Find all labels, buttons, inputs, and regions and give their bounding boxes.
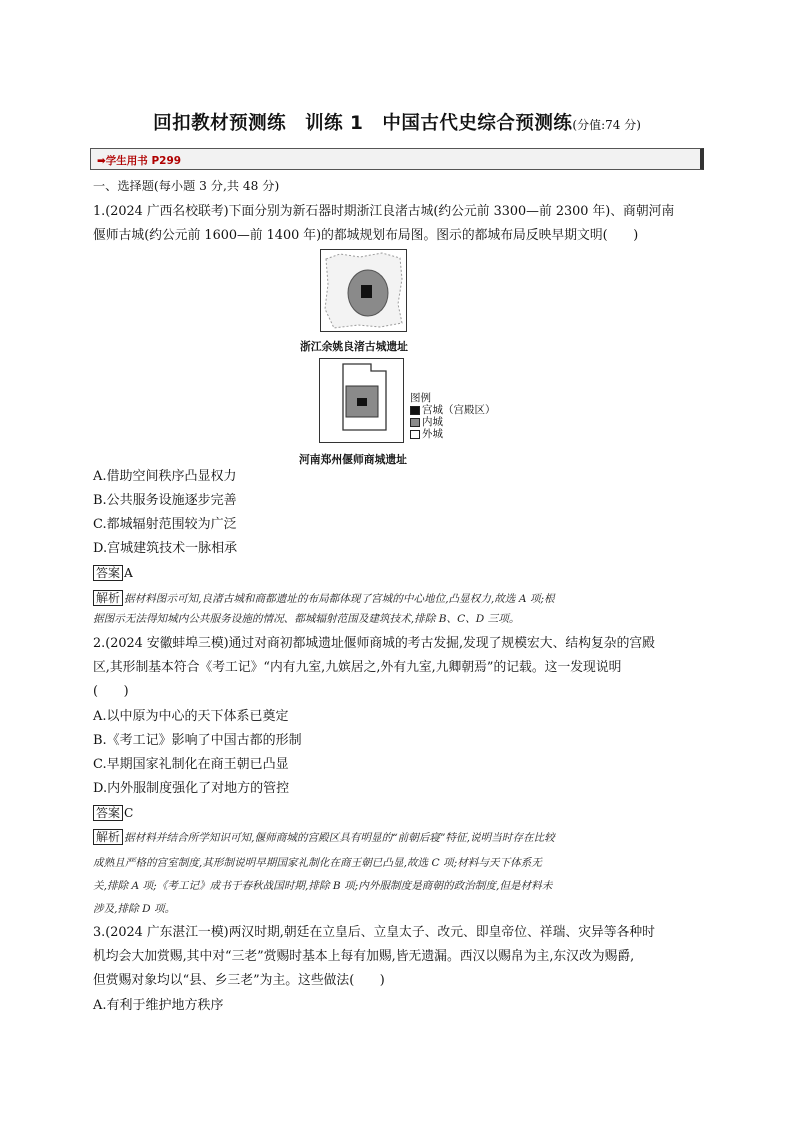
legend-title: 图例 bbox=[410, 392, 431, 404]
score-note: (分值:74 分) bbox=[572, 118, 641, 132]
book-reference-link[interactable]: ➡学生用书 P299 bbox=[97, 155, 182, 167]
q2-option-d[interactable]: D.内外服制度强化了对地方的管控 bbox=[93, 781, 290, 796]
q2-stem-line-1: 2.(2024 安徽蚌埠三模)通过对商初都城遗址偃师商城的考古发掘,发现了规模宏大、结构复杂的宫殿 bbox=[93, 636, 655, 651]
q3-stem-line-3: 但赏赐对象均以“县、乡三老”为主。这些做法( ) bbox=[93, 973, 385, 988]
palace-area bbox=[361, 285, 372, 298]
q2-answer-value: C bbox=[124, 806, 134, 820]
q1-option-d[interactable]: D.宫城建筑技术一脉相承 bbox=[93, 541, 238, 556]
q2-explanation-line-3: 关,排除 A 项;《考工记》成书于春秋战国时期,排除 B 项;内外服制度是商朝的政治制度,但是材料未 bbox=[93, 880, 553, 892]
q1-option-a[interactable]: A.借助空间秩序凸显权力 bbox=[93, 469, 237, 484]
q2-stem-line-2: 区,其形制基本符合《考工记》“内有九室,九嫔居之,外有九室,九卿朝焉”的记载。这一发现说明 bbox=[93, 660, 622, 675]
q2-option-a[interactable]: A.以中原为中心的天下体系已奠定 bbox=[93, 709, 289, 724]
q2-option-b[interactable]: B.《考工记》影响了中国古都的形制 bbox=[93, 733, 302, 748]
book-reference-bar bbox=[90, 148, 704, 170]
q1-stem-line-1: 1.(2024 广西名校联考)下面分别为新石器时期浙江良渚古城(约公元前 3300—前 2300 年)、商朝河南 bbox=[93, 204, 675, 219]
figure2-caption: 河南郑州偃师商城遗址 bbox=[299, 453, 407, 466]
q1-option-c[interactable]: C.都城辐射范围较为广泛 bbox=[93, 517, 237, 532]
legend-item-outer-city: 外城 bbox=[422, 428, 443, 440]
q2-stem-line-3: ( ) bbox=[93, 684, 129, 699]
answer-tag: 答案 bbox=[93, 565, 123, 581]
q1-explanation-line-2: 据图示无法得知城内公共服务设施的情况、都城辐射范围及建筑技术,排除 B、C、D 三项。 bbox=[93, 613, 520, 625]
q2-explanation-text-1: 据材料并结合所学知识可知,偃师商城的宫殿区具有明显的“前朝后寝”特征,说明当时存在比较 bbox=[124, 832, 555, 844]
answer-tag: 答案 bbox=[93, 805, 123, 821]
q2-explanation-line-4: 涉及,排除 D 项。 bbox=[93, 903, 176, 915]
palace-swatch-icon bbox=[410, 406, 420, 415]
map-legend bbox=[410, 392, 496, 440]
palace-area bbox=[357, 398, 367, 406]
q1-answer bbox=[93, 565, 133, 581]
figure1-caption: 浙江余姚良渚古城遗址 bbox=[300, 340, 408, 353]
yanshi-city-map bbox=[319, 358, 404, 443]
q1-explanation-line-1 bbox=[93, 590, 555, 607]
legend-item-inner-city: 内城 bbox=[422, 416, 443, 428]
q1-explanation-text-1: 据材料图示可知,良渚古城和商都遗址的布局都体现了宫城的中心地位,凸显权力,故选 A 项;根 bbox=[124, 593, 555, 605]
q2-option-c[interactable]: C.早期国家礼制化在商王朝已凸显 bbox=[93, 757, 289, 772]
q2-explanation-line-1 bbox=[93, 829, 555, 846]
legend-item-palace: 宫城（宫殿区） bbox=[422, 404, 496, 416]
section-heading: 一、选择题(每小题 3 分,共 48 分) bbox=[93, 179, 280, 193]
explanation-tag: 解析 bbox=[93, 590, 123, 606]
q1-stem-line-2: 偃师古城(约公元前 1600—前 1400 年)的都城规划布局图。图示的都城布局反映早期文明( ) bbox=[93, 228, 639, 243]
inner-city-swatch-icon bbox=[410, 418, 420, 427]
explanation-tag: 解析 bbox=[93, 829, 123, 845]
liangzhu-city-map bbox=[320, 249, 407, 332]
q2-answer bbox=[93, 805, 133, 821]
q3-option-a[interactable]: A.有利于维护地方秩序 bbox=[93, 998, 224, 1013]
q2-explanation-line-2: 成熟且严格的宫室制度,其形制说明早期国家礼制化在商王朝已凸显,故选 C 项;材料与天下体系无 bbox=[93, 857, 542, 869]
outer-city-swatch-icon bbox=[410, 430, 420, 439]
q3-stem-line-2: 机均会大加赏赐,其中对“三老”赏赐时基本上每有加赐,皆无遗漏。西汉以赐帛为主,东汉改为赐爵, bbox=[93, 949, 635, 964]
page-title bbox=[0, 109, 794, 135]
q3-stem-line-1: 3.(2024 广东湛江一模)两汉时期,朝廷在立皇后、立皇太子、改元、即皇帝位、祥瑞、灾异等各种时 bbox=[93, 925, 655, 940]
title-text: 回扣教材预测练 训练 1 中国古代史综合预测练 bbox=[153, 113, 573, 134]
q1-option-b[interactable]: B.公共服务设施逐步完善 bbox=[93, 493, 237, 508]
q1-answer-value: A bbox=[124, 566, 133, 580]
